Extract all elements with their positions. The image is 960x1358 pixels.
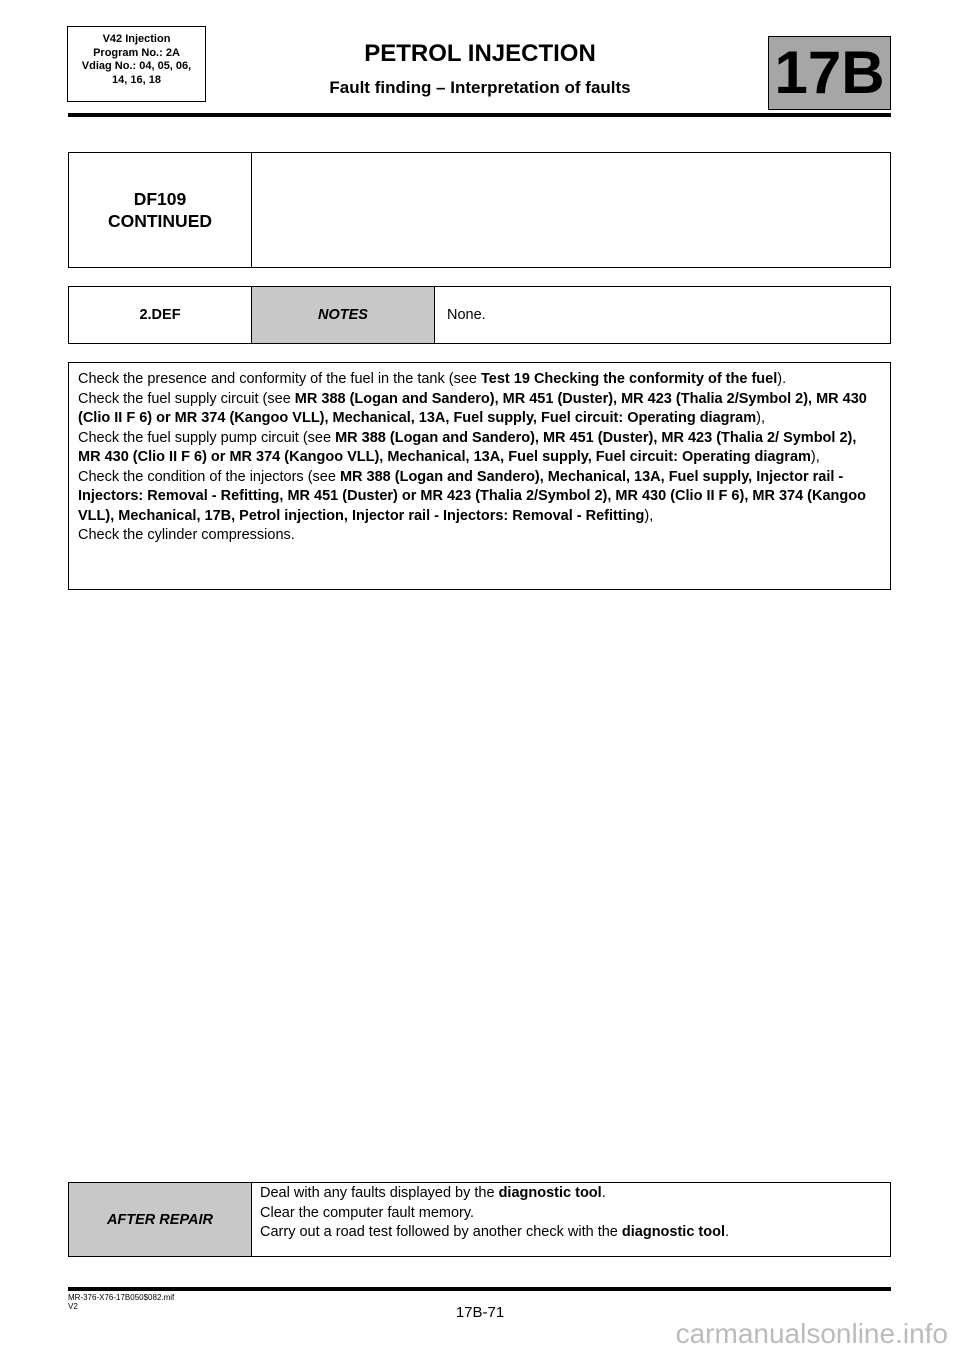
reference-text: MR 388 (Logan and Sandero), Mechanical, 13A, Fuel supply, Injector rail - Injectors: Removal - Refitting, MR 451 (Duster) or MR 423 (Thalia 2/Symbol 2), MR 430 (Clio II F 6), MR 374 (Kangoo VLL), Mechanical, 17B, Petrol injection, Injector rail - Injectors: Removal - Refitting bbox=[78, 468, 866, 524]
fault-table bbox=[68, 152, 891, 268]
after-repair-table bbox=[68, 1182, 891, 1257]
instructions-table bbox=[68, 362, 891, 590]
notes-table bbox=[68, 286, 891, 344]
text: Check the condition of the injectors (see bbox=[78, 468, 340, 485]
text: Check the cylinder compressions. bbox=[78, 527, 295, 543]
footer-file: MR-376-X76-17B050$082.mif bbox=[68, 1293, 175, 1302]
notes-label: NOTES bbox=[252, 287, 435, 344]
def-cell: 2.DEF bbox=[69, 287, 252, 344]
footer-version: V2 bbox=[68, 1302, 78, 1311]
text: Carry out a road test followed by another check with the bbox=[260, 1224, 622, 1240]
notes-value: None. bbox=[435, 287, 891, 344]
instruction-line bbox=[78, 468, 881, 527]
section-code: 17B bbox=[768, 36, 891, 110]
info-line: 14, 16, 18 bbox=[112, 73, 161, 86]
fault-status: CONTINUED bbox=[107, 211, 213, 231]
text: Check the fuel supply circuit (see bbox=[78, 390, 295, 407]
footer-rule bbox=[68, 1287, 891, 1291]
text: ), bbox=[644, 507, 654, 524]
fault-blank-cell bbox=[252, 153, 891, 268]
after-repair-label: AFTER REPAIR bbox=[69, 1183, 252, 1257]
after-repair-cell bbox=[252, 1183, 891, 1257]
text: ). bbox=[777, 371, 787, 387]
fault-cell bbox=[69, 153, 252, 268]
reference-text: diagnostic tool bbox=[498, 1185, 602, 1201]
instruction-line bbox=[260, 1223, 882, 1243]
page-subtitle: Fault finding – Interpretation of faults bbox=[329, 78, 631, 97]
instruction-line bbox=[78, 390, 881, 429]
text: Deal with any faults displayed by the bbox=[260, 1185, 499, 1201]
instruction-line bbox=[260, 1184, 882, 1204]
text: ), bbox=[810, 449, 820, 465]
text: Check the presence and conformity of the fuel in the tank (see bbox=[78, 371, 482, 387]
text: . bbox=[601, 1185, 606, 1201]
text: . bbox=[725, 1224, 730, 1240]
instruction-line bbox=[78, 526, 881, 546]
page-number: 17B-71 bbox=[455, 1304, 505, 1321]
text: Check the fuel supply pump circuit (see bbox=[78, 429, 336, 446]
instructions-cell bbox=[69, 363, 891, 590]
reference-text: Test 19 Checking the conformity of the fuel bbox=[481, 371, 778, 387]
info-line: V42 Injection bbox=[102, 33, 171, 45]
info-line: Vdiag No.: 04, 05, 06, bbox=[81, 60, 192, 72]
info-line: Program No.: 2A bbox=[93, 46, 180, 59]
instruction-line bbox=[78, 429, 881, 468]
text: ), bbox=[756, 410, 765, 426]
vehicle-info-box bbox=[67, 26, 206, 102]
instruction-line bbox=[260, 1204, 882, 1224]
watermark: carmanualsonline.info bbox=[675, 1318, 948, 1349]
header-rule bbox=[68, 113, 891, 117]
text: Clear the computer fault memory. bbox=[260, 1204, 475, 1221]
page-title: PETROL INJECTION bbox=[364, 40, 596, 67]
reference-text: MR 388 (Logan and Sandero), MR 451 (Duster), MR 423 (Thalia 2/Symbol 2), MR 430 (Clio II F 6) or MR 374 (Kangoo VLL), Mechanical, 13A, Fuel supply, Fuel circuit: Operating diagram bbox=[78, 390, 867, 426]
instruction-line bbox=[78, 370, 881, 390]
reference-text: MR 388 (Logan and Sandero), MR 451 (Duster), MR 423 (Thalia 2/ Symbol 2), MR 430 (Clio II F 6) or MR 374 (Kangoo VLL), Mechanical, 13A, Fuel supply, Fuel circuit: Operating diagram bbox=[78, 429, 857, 465]
fault-code: DF109 bbox=[133, 189, 187, 209]
reference-text: diagnostic tool bbox=[621, 1224, 725, 1240]
